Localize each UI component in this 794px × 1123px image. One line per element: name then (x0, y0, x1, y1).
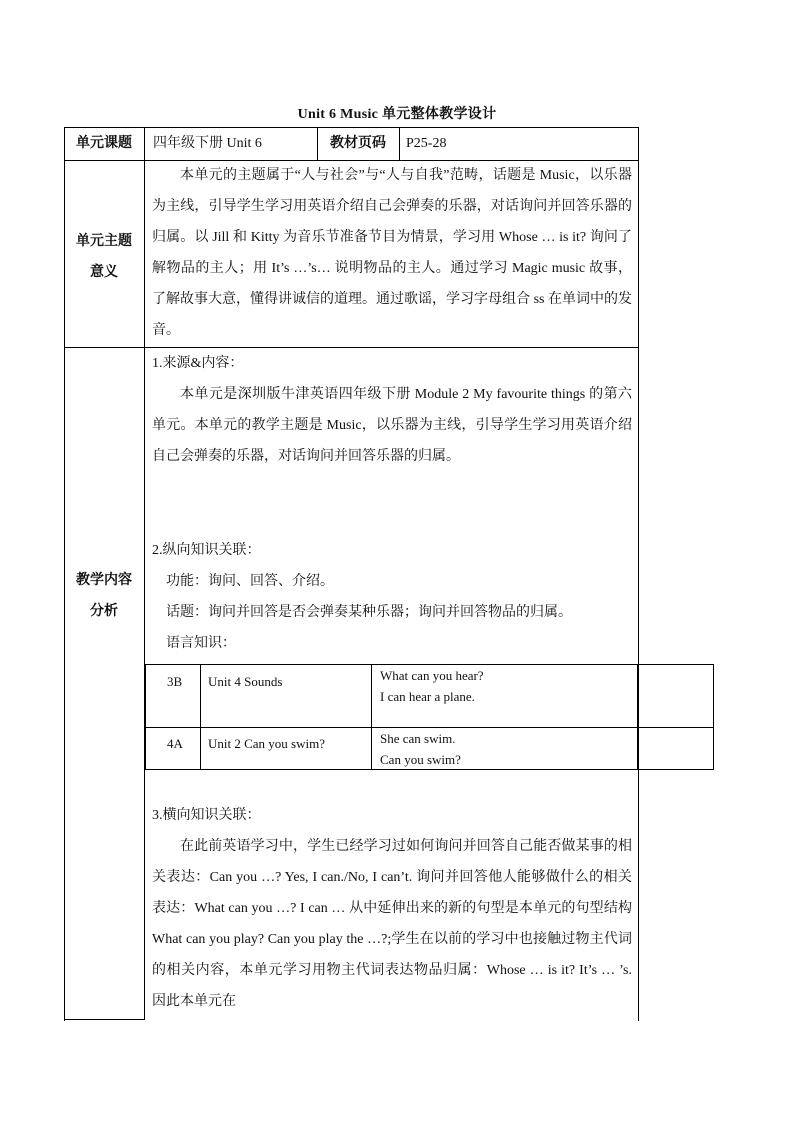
analysis-block-3 (152, 800, 632, 1017)
heading-source: 1.来源&内容： (152, 356, 244, 371)
function-line: 功能：询问、回答、介绍。 (166, 574, 334, 589)
unit-topic-label: 单元课题 (76, 136, 132, 151)
subtable-col-3 (637, 664, 638, 769)
subtable-row1-grade: 3B (167, 674, 183, 689)
horizontal-paragraph: 在此前英语学习中，学生已经学习过如何询问并回答自己能否做某事的相关表达：Can you …? Yes, I can./No, I can’t. 询问并回答他人能够做什么的相关表达：What can you …? I can … 从中延伸出来的新的句型是本单元的句型结构 What can you play? Can you play the …?;学生在以前的学习中也接触过物主代词的相关内容，本单元学习用物主代词表达物品归属：Whose … is it? It’s … ’s. 因此本单元在 (152, 839, 632, 1009)
subtable-col-2 (371, 664, 372, 769)
subtable-col-1 (200, 664, 201, 769)
subtable-row2-line1: She can swim. (380, 731, 456, 746)
heading-vertical: 2.纵向知识关联： (152, 543, 261, 558)
subtable-row1-unit: Unit 4 Sounds (208, 674, 283, 689)
analysis-label-line1: 教学内容 (76, 573, 132, 588)
pages-label: 教材页码 (330, 136, 386, 151)
label-column-divider (144, 127, 145, 1020)
document-title: Unit 6 Music 单元整体教学设计 (297, 107, 497, 122)
unit-value: 四年级下册 Unit 6 (153, 136, 262, 151)
topic-line: 话题：询问并回答是否会弹奏某种乐器；询问并回答物品的归属。 (166, 605, 572, 620)
subtable-row2-unit: Unit 2 Can you swim? (208, 736, 325, 751)
theme-text: 本单元的主题属于“人与社会”与“人与自我”范畴，话题是 Music，以乐器为主线，引导学生学习用英语介绍自己会弹奏的乐器，对话询问并回答乐器的归属。以 Jill 和 Kitty 为音乐节准备节目为情景，学习用 Whose … is it? 询问了解物品的主人；用 It’s …’s… 说明物品的主人。通过学习 Magic music 故事，了解故事大意，懂得讲诚信的道理。通过歌谣，学习字母组合 ss 在单词中的发音。 (152, 168, 632, 338)
analysis-block-1 (152, 348, 632, 472)
row-divider-bottom (64, 1019, 144, 1020)
analysis-label (64, 565, 144, 627)
language-line: 语言知识： (166, 636, 236, 651)
heading-horizontal: 3.横向知识关联： (152, 808, 261, 823)
header-divider-b (399, 127, 400, 160)
pages-value: P25-28 (406, 136, 447, 151)
subtable-row1-line1: What can you hear? (380, 668, 484, 683)
theme-label-line2: 意义 (90, 265, 118, 280)
subtable-row2-line2: Can you swim? (380, 752, 461, 767)
theme-label (64, 226, 144, 288)
subtable-row2-grade: 4A (167, 736, 183, 751)
analysis-block-2 (152, 535, 632, 659)
source-paragraph: 本单元是深圳版牛津英语四年级下册 Module 2 My favourite things 的第六单元。本单元的教学主题是 Music，以乐器为主线，引导学生学习用英语介绍自己会弹奏的乐器，对话询问并回答乐器的归属。 (152, 387, 632, 464)
subtable-row1-line2: I can hear a plane. (380, 689, 475, 704)
theme-label-line1: 单元主题 (76, 234, 132, 249)
analysis-label-line2: 分析 (90, 604, 118, 619)
